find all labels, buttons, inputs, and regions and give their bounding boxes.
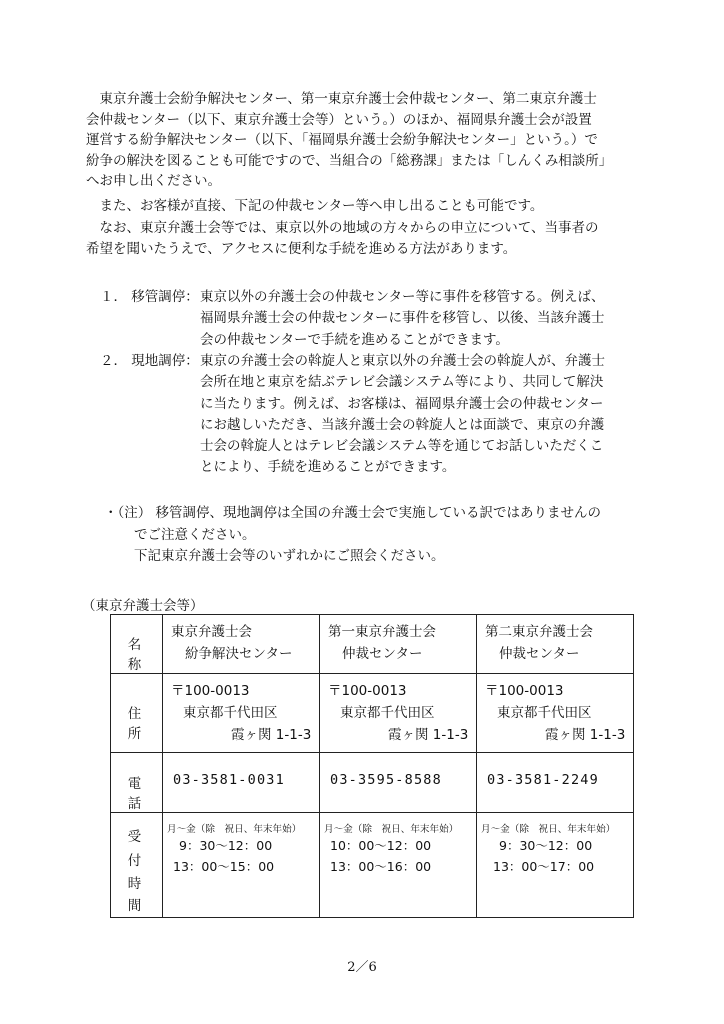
center-address-cell [163,674,320,753]
hours-morning: 9：30～12：00 [499,838,593,853]
row-label-address: 住所 [111,674,163,753]
hours-afternoon: 13：00～17：00 [493,859,595,874]
intro-line: へお申し出ください。 [86,173,221,190]
adjustment-heading: ２． 現地調停： [100,353,199,369]
page-number: 2／6 [347,960,377,975]
center-name-line: 仲裁センター [499,646,580,662]
center-phone-cell [477,753,634,813]
center-hours-cell [163,813,320,918]
center-name-line: 第一東京弁護士会 [328,624,436,640]
adjustment-line: 士会の斡旋人とはテレビ会議システム等を通じてお話しいただくこ [200,438,604,455]
row-label-hours: 受付 時間 [111,813,163,918]
hours-morning: 10：00～12：00 [330,838,432,853]
center-hours-cell [320,813,477,918]
adjustment-line: 東京の弁護士会の斡旋人と東京以外の弁護士会の斡旋人が、弁護士 [200,353,605,369]
center-phone-cell [320,753,477,813]
intro-line: 会仲裁センター（以下、東京弁護士会等）という。）のほか、福岡県弁護士会が設置 [86,111,592,128]
note-block [104,503,601,568]
hours-note: 月～金（除 祝日、年末年始） [167,824,302,835]
intro-line: 紛争の解決を図ることも可能ですので、当組合の「総務課」または「しんくみ相談所」 [86,152,613,169]
postal-code: 〒100-0013 [328,683,407,699]
phone-number: 03-3581-2249 [487,772,599,788]
center-name-line: 第二東京弁護士会 [485,624,593,640]
adjustment-line: 東京以外の弁護士会の仲裁センター等に事件を移管する。例えば、 [200,289,605,305]
row-label-phone: 電話 [111,753,163,813]
center-name-cell [163,615,320,674]
postal-code: 〒100-0013 [485,683,564,699]
table-row-address [111,674,634,753]
remote-line: なお、東京弁護士会等では、東京以外の地域の方々からの申立について、当事者の [86,220,599,236]
center-name-line: 紛争解決センター [185,646,293,662]
adjustment-line: 会の仲裁センターで手続を進めることができます。 [200,331,509,348]
adjustment-line: にお越しいただき、当該弁護士会の斡旋人とは面談で、東京の弁護 [200,416,605,433]
row-label-name: 名称 [111,615,163,674]
center-phone-cell [163,753,320,813]
table-row-name [111,615,634,674]
phone-number: 03-3595-8588 [330,772,442,788]
intro-line: 東京弁護士会紛争解決センター、第一東京弁護士会仲裁センター、第二東京弁護士 [86,91,597,107]
center-name-cell [477,615,634,674]
hours-afternoon: 13：00～15：00 [173,859,275,874]
table-row-hours [111,813,634,918]
hours-afternoon: 13：00～16：00 [330,859,432,874]
adjustment-line: 会所在地と東京を結ぶテレビ会議システム等により、共同して解決 [200,374,604,391]
direct-line: また、お客様が直接、下記の仲裁センター等へ申し出ることも可能です。 [86,198,544,214]
center-hours-cell [477,813,634,918]
table-caption: （東京弁護士会等） [82,598,204,614]
remote-procedure-paragraph [86,218,642,259]
center-address-cell [477,674,634,753]
direct-application-paragraph [86,196,642,217]
center-name-line: 仲裁センター [342,646,423,662]
centers-table [110,614,634,918]
address-line: 東京都千代田区 [497,705,592,721]
postal-code: 〒100-0013 [171,683,250,699]
adjustment-line: 福岡県弁護士会の仲裁センターに事件を移管し、以後、当該弁護士 [200,310,605,327]
intro-line: 運営する紛争解決センター（以下、「福岡県弁護士会紛争解決センター」という。）で [86,132,598,149]
address-line: 霞ヶ関 1-1-3 [388,727,469,743]
center-address-cell [320,674,477,753]
note-line: 下記東京弁護士会等のいずれかにご照会ください。 [134,548,445,564]
intro-paragraph [86,89,642,192]
address-line: 東京都千代田区 [183,705,278,721]
adjustment-line: に当たります。例えば、お客様は、福岡県弁護士会の仲裁センター [200,395,604,412]
phone-number: 03-3581-0031 [173,772,285,788]
address-line: 東京都千代田区 [340,705,435,721]
note-line: ・（注） 移管調停、現地調停は全国の弁護士会で実施している訳ではありませんの [104,505,602,521]
note-line: でご注意ください。 [134,526,256,543]
address-line: 霞ヶ関 1-1-3 [231,727,312,743]
hours-note: 月～金（除 祝日、年末年始） [324,824,459,835]
table-row-phone [111,753,634,813]
adjustment-body [200,287,604,351]
adjustment-body [200,351,605,479]
adjustment-line: とにより、手続を進めることができます。 [200,459,456,476]
remote-line: 希望を聞いたうえで、アクセスに便利な手続を進める方法があります。 [86,240,517,257]
hours-morning: 9：30～12：00 [179,838,273,853]
center-name-cell [320,615,477,674]
address-line: 霞ヶ関 1-1-3 [545,727,626,743]
center-name-line: 東京弁護士会 [171,624,252,640]
adjustment-heading: １． 移管調停： [100,289,199,305]
hours-note: 月～金（除 祝日、年末年始） [481,824,616,835]
